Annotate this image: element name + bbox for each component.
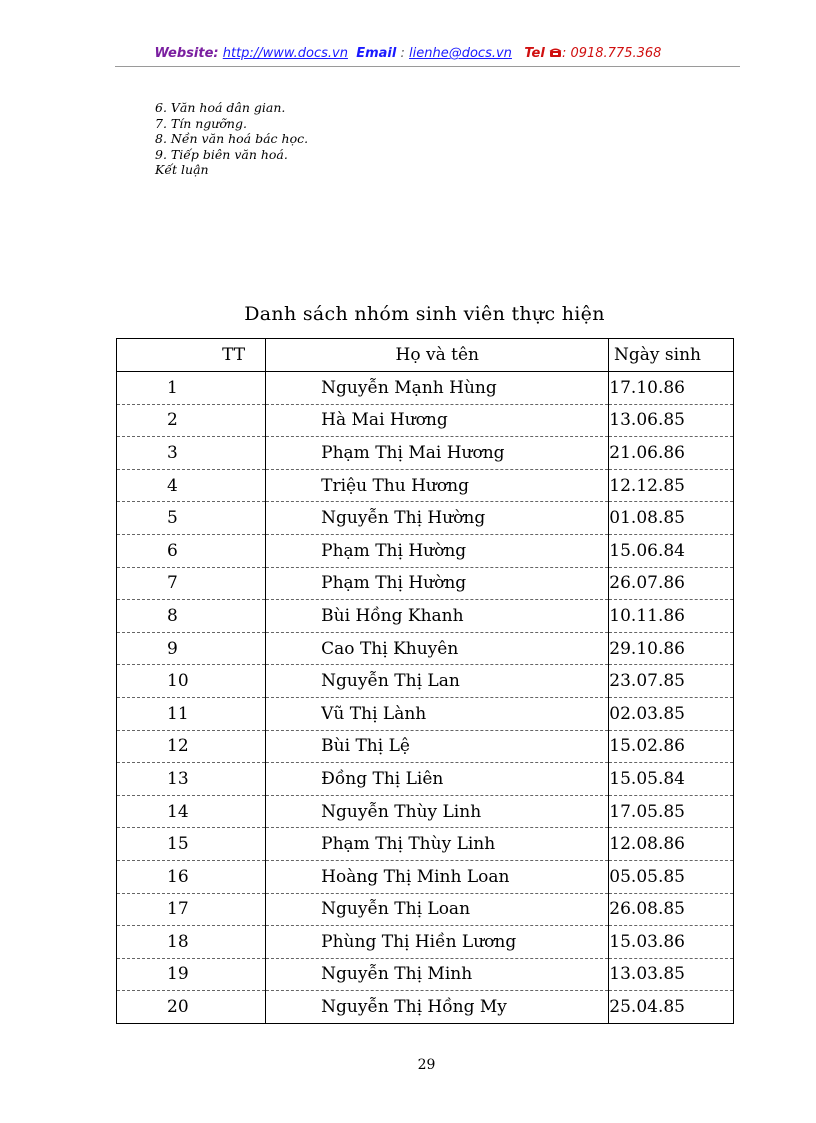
birth-date: 26.07.86 xyxy=(609,567,734,600)
table-header-row xyxy=(117,339,734,372)
row-number: 10 xyxy=(117,665,266,698)
table-row xyxy=(117,860,734,893)
table-row xyxy=(117,665,734,698)
website-label: Website: xyxy=(154,46,219,61)
table-row xyxy=(117,534,734,567)
header-tt: TT xyxy=(117,339,266,372)
birth-date: 02.03.85 xyxy=(609,697,734,730)
student-name: Nguyễn Thị Hường xyxy=(266,502,609,535)
student-table xyxy=(116,338,734,1024)
student-name: Nguyễn Thị Loan xyxy=(266,893,609,926)
birth-date: 15.06.84 xyxy=(609,534,734,567)
student-name: Đồng Thị Liên xyxy=(266,763,609,796)
row-number: 13 xyxy=(117,763,266,796)
website-link[interactable]: http://www.docs.vn xyxy=(222,46,348,61)
student-name: Nguyễn Thị Hồng My xyxy=(266,991,609,1024)
student-name: Vũ Thị Lành xyxy=(266,697,609,730)
row-number: 17 xyxy=(117,893,266,926)
birth-date: 15.03.86 xyxy=(609,926,734,959)
row-number: 7 xyxy=(117,567,266,600)
toc-item: Kết luận xyxy=(155,162,209,177)
row-number: 11 xyxy=(117,697,266,730)
table-row xyxy=(117,632,734,665)
table-row xyxy=(117,372,734,405)
birth-date: 10.11.86 xyxy=(609,600,734,633)
table-row xyxy=(117,763,734,796)
header-divider xyxy=(115,66,740,67)
phone-icon xyxy=(549,46,562,61)
birth-date: 13.03.85 xyxy=(609,958,734,991)
page-header xyxy=(0,46,816,61)
birth-date: 15.02.86 xyxy=(609,730,734,763)
birth-date: 21.06.86 xyxy=(609,437,734,470)
row-number: 2 xyxy=(117,404,266,437)
row-number: 18 xyxy=(117,926,266,959)
toc-item: 8. Nền văn hoá bác học. xyxy=(155,131,309,146)
email-label: Email xyxy=(356,46,397,61)
table-row xyxy=(117,926,734,959)
birth-date: 17.10.86 xyxy=(609,372,734,405)
table-row xyxy=(117,730,734,763)
toc-item: 6. Văn hoá dân gian. xyxy=(155,100,286,115)
birth-date: 12.12.85 xyxy=(609,469,734,502)
table-row xyxy=(117,502,734,535)
birth-date: 05.05.85 xyxy=(609,860,734,893)
table-row xyxy=(117,600,734,633)
student-name: Nguyễn Thùy Linh xyxy=(266,795,609,828)
row-number: 9 xyxy=(117,632,266,665)
birth-date: 23.07.85 xyxy=(609,665,734,698)
student-name: Phùng Thị Hiền Lương xyxy=(266,926,609,959)
row-number: 8 xyxy=(117,600,266,633)
student-name: Triệu Thu Hương xyxy=(266,469,609,502)
row-number: 15 xyxy=(117,828,266,861)
student-name: Phạm Thị Hường xyxy=(266,534,609,567)
table-row xyxy=(117,958,734,991)
table-row xyxy=(117,795,734,828)
email-link[interactable]: lienhe@docs.vn xyxy=(409,46,512,61)
birth-date: 26.08.85 xyxy=(609,893,734,926)
birth-date: 29.10.86 xyxy=(609,632,734,665)
toc-list xyxy=(155,100,308,178)
table-row xyxy=(117,991,734,1024)
student-name: Hoàng Thị Minh Loan xyxy=(266,860,609,893)
birth-date: 17.05.85 xyxy=(609,795,734,828)
row-number: 12 xyxy=(117,730,266,763)
student-name: Nguyễn Thị Lan xyxy=(266,665,609,698)
row-number: 20 xyxy=(117,991,266,1024)
toc-item: 7. Tín ngưỡng. xyxy=(155,115,247,131)
row-number: 4 xyxy=(117,469,266,502)
table-body xyxy=(117,372,734,1024)
student-name: Nguyễn Mạnh Hùng xyxy=(266,372,609,405)
table-row xyxy=(117,469,734,502)
table-row xyxy=(117,828,734,861)
row-number: 16 xyxy=(117,860,266,893)
tel-label: Tel xyxy=(524,46,545,61)
student-name: Bùi Thị Lệ xyxy=(266,730,609,763)
table-title: Danh sách nhóm sinh viên thực hiện xyxy=(244,303,605,325)
student-name: Cao Thị Khuyên xyxy=(266,632,609,665)
table-row xyxy=(117,893,734,926)
student-name: Phạm Thị Hường xyxy=(266,567,609,600)
header-name: Họ và tên xyxy=(266,339,609,372)
table-row xyxy=(117,437,734,470)
row-number: 14 xyxy=(117,795,266,828)
page-number: 29 xyxy=(417,1057,436,1073)
row-number: 6 xyxy=(117,534,266,567)
birth-date: 01.08.85 xyxy=(609,502,734,535)
row-number: 3 xyxy=(117,437,266,470)
toc-item: 9. Tiếp biên văn hoá. xyxy=(155,146,288,162)
student-name: Phạm Thị Mai Hương xyxy=(266,437,609,470)
header-dob: Ngày sinh xyxy=(609,339,734,372)
tel-number: : 0918.775.368 xyxy=(561,46,662,61)
student-name: Bùi Hồng Khanh xyxy=(266,600,609,633)
row-number: 5 xyxy=(117,502,266,535)
student-name: Phạm Thị Thùy Linh xyxy=(266,828,609,861)
birth-date: 12.08.86 xyxy=(609,828,734,861)
row-number: 1 xyxy=(117,372,266,405)
birth-date: 13.06.85 xyxy=(609,404,734,437)
table-row xyxy=(117,404,734,437)
student-name: Hà Mai Hương xyxy=(266,404,609,437)
table-row xyxy=(117,697,734,730)
student-name: Nguyễn Thị Minh xyxy=(266,958,609,991)
table-row xyxy=(117,567,734,600)
birth-date: 15.05.84 xyxy=(609,763,734,796)
birth-date: 25.04.85 xyxy=(609,991,734,1024)
email-separator: : xyxy=(400,46,405,61)
row-number: 19 xyxy=(117,958,266,991)
